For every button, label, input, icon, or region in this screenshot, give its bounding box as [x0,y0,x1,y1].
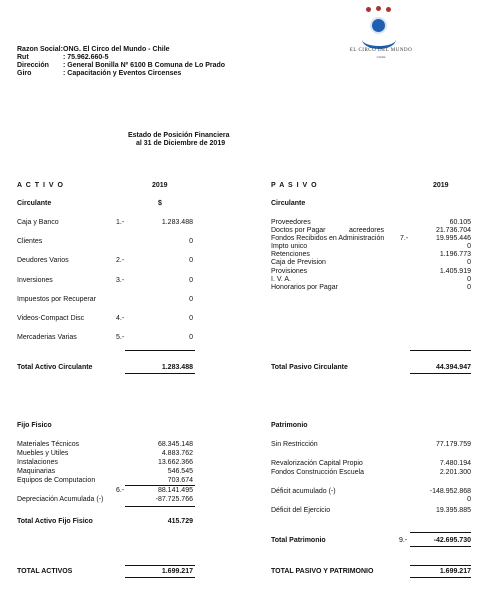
activo-item-value: 1.283.488 [161,219,193,226]
org-value-direccion: : General Bonilla Nº 6100 B Comuna de Lo Prado [63,62,226,69]
patrimonio-total-label: Total Patrimonio [271,537,326,544]
total-pasivo-value: 1.699.217 [439,568,471,575]
activo-item-label: Clientes [17,238,43,245]
activo-item-value: 0 [189,257,193,264]
patrimonio-total-value: -42.695.730 [433,537,471,544]
fijo-total-value: 415.729 [167,518,193,525]
fijo-item-label: Maquinarias [17,468,56,475]
total-pasivo-bottom-rule [410,577,471,578]
fijo-total-label: Total Activo Fijo Fisico [17,518,93,525]
pasivo-item-label: Fondos Recibidos en Administración [271,235,385,242]
org-label-giro: Giro [17,70,32,77]
fijo-item-label: Equipos de Computacion [17,477,96,484]
pasivo-circulante-total-rule [410,373,471,374]
activo-currency: $ [158,200,162,207]
depreciacion-value: -87.725.766 [155,496,193,503]
fijo-note: 6.- [116,487,125,494]
activo-item-value: 0 [189,238,193,245]
patrimonio-zero-value: 0 [467,496,471,503]
patrimonio-section: Patrimonio [271,422,308,429]
fijo-item-label: Materiales Técnicos [17,441,80,448]
patrimonio-item-value: 19.395.885 [435,507,471,514]
logo-arc [362,30,396,49]
activo-item-label: Caja y Banco [17,219,59,226]
patrimonio-item-label: Sin Restricción [271,441,318,448]
statement-date: al 31 de Diciembre de 2019 [136,140,226,147]
patrimonio-item-label: Déficit del Ejercicio [271,507,331,514]
activo-item-value: 0 [189,315,193,322]
logo-dot-right [386,7,391,12]
org-value-rut: : 75.962.660-5 [63,54,109,61]
total-activos-value: 1.699.217 [161,568,193,575]
pasivo-item-label: I. V. A. [271,276,291,283]
statement-title: Estado de Posición Financiera [128,132,230,139]
activo-item-note: 2.- [116,257,125,264]
activo-item-note: 5.- [116,334,125,341]
pasivo-year: 2019 [433,182,449,189]
pasivo-item-value: 60.105 [449,219,471,226]
activo-circulante-total-value: 1.283.488 [161,364,193,371]
activo-heading: A C T I V O [17,182,64,189]
pasivo-section-circulante: Circulante [271,200,306,207]
activo-item-value: 0 [189,334,193,341]
patrimonio-item-label: Déficit acumulado (-) [271,488,336,495]
pasivo-circulante-rule [410,350,471,351]
pasivo-circulante-total-value: 44.394.947 [435,364,471,371]
pasivo-item-value: 21.736.704 [435,227,471,234]
fijo-subtotal-value: 88.141.495 [157,487,193,494]
total-activos-bottom-rule [125,577,195,578]
pasivo-item-value: 19.995.446 [435,235,471,242]
activo-item-label: Mercaderias Varias [17,334,77,341]
pasivo-item-note: 7.- [400,235,409,242]
activo-item-note: 3.- [116,277,125,284]
org-value-giro: : Capacitación y Eventos Circenses [63,70,182,77]
total-activos-top-rule [125,565,195,566]
logo-dot-mid [376,6,381,11]
activo-item-label: Videos-Compact Disc [17,315,85,322]
patrimonio-item-value: 7.480.194 [439,460,471,467]
pasivo-item-label: Caja de Prevision [271,259,326,266]
pasivo-circulante-total-label: Total Pasivo Circulante [271,364,348,371]
pasivo-item-value: 0 [467,243,471,250]
activo-item-value: 0 [189,277,193,284]
activo-circulante-rule [125,350,195,351]
pasivo-item-label: Provisiones [271,268,308,275]
pasivo-item-label: Doctos por Pagar [271,227,326,234]
activo-circulante-total-label: Total Activo Circulante [17,364,93,371]
pasivo-item-value: 0 [467,284,471,291]
pasivo-item-sublabel: acreedores [349,227,385,234]
pasivo-item-value: 1.196.773 [439,251,471,258]
pasivo-item-label: Retenciones [271,251,310,258]
patrimonio-item-label: Fondos Construcción Escuela [271,469,364,476]
fijo-item-label: Instalaciones [17,459,58,466]
patrimonio-item-label: Revalorización Capital Propio [271,460,363,467]
logo-name: EL CIRCO DEL MUNDO [349,48,413,53]
logo-dot-left [366,7,371,12]
fijo-item-value: 546.545 [167,468,193,475]
org-value-razon: ONG. El Circo del Mundo - Chile [63,46,170,53]
patrimonio-item-value: 2.201.300 [439,469,471,476]
fijo-item-value: 703.674 [167,477,193,484]
org-label-direccion: Dirección [17,62,49,69]
pasivo-heading: P A S I V O [271,182,318,189]
logo-subtitle: CHILE [376,55,386,59]
activo-item-note: 4.- [116,315,125,322]
activo-item-note: 1.- [116,219,125,226]
fijo-item-value: 13.662.366 [157,459,193,466]
pasivo-item-label: Proveedores [271,219,311,226]
total-activos-label: TOTAL ACTIVOS [17,568,73,575]
patrimonio-note: 9.- [399,537,408,544]
pasivo-item-label: Impto unico [271,243,308,250]
fijo-subtotal-rule [125,485,195,486]
patrimonio-top-rule [410,532,471,533]
patrimonio-item-value: 77.179.759 [435,441,471,448]
activo-item-label: Deudores Varios [17,257,69,264]
patrimonio-bottom-rule [410,546,471,547]
activo-year: 2019 [152,182,168,189]
depreciacion-label: Depreciación Acumulada (-) [17,496,104,503]
activo-item-value: 0 [189,296,193,303]
logo [344,4,414,66]
total-pasivo-top-rule [410,565,471,566]
fijo-item-label: Muebles y Utiles [17,450,69,457]
activo-section-circulante: Circulante [17,200,52,207]
pasivo-item-label: Honorarios por Pagar [271,284,338,291]
fijo-item-value: 4.883.762 [161,450,193,457]
fijo-total-rule [125,506,195,507]
org-label-razon: Razon Social: [17,46,63,53]
org-label-rut: Rut [17,54,29,61]
pasivo-item-value: 1.405.919 [439,268,471,275]
total-pasivo-label: TOTAL PASIVO Y PATRIMONIO [271,568,374,575]
pasivo-item-value: 0 [467,276,471,283]
activo-item-label: Inversiones [17,277,53,284]
activo-circulante-total-rule [125,373,195,374]
pasivo-item-value: 0 [467,259,471,266]
activo-item-label: Impuestos por Recuperar [17,296,96,303]
fijo-item-value: 68.345.148 [157,441,193,448]
activo-section-fijo: Fijo Fisico [17,422,52,429]
patrimonio-item-value: -148.952.868 [429,488,471,495]
